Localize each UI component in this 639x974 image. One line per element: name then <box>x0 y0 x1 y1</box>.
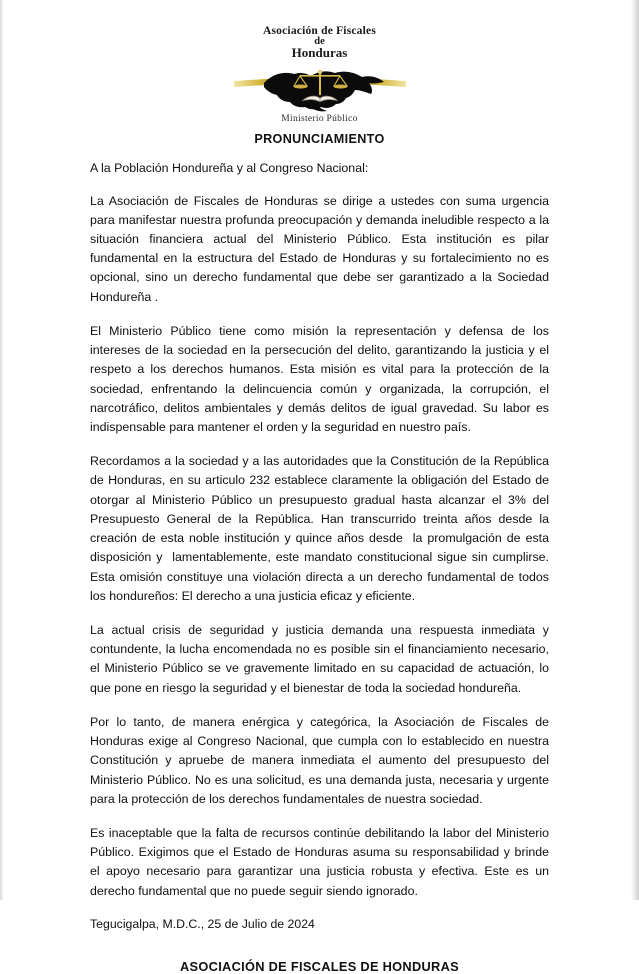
salutation: A la Población Hondureña y al Congreso Nacional: <box>90 161 369 175</box>
logo-title <box>230 26 410 60</box>
document-body <box>90 132 553 974</box>
signature-line: ASOCIACIÓN DE FISCALES DE HONDURAS <box>180 959 459 974</box>
paragraph-1: La Asociación de Fiscales de Honduras se dirige a ustedes con suma urgencia para manifestar nuestra profunda preocupación y demanda ineludible respecto a la situación financiera actual del Ministerio Público. Esta institución es pilar fundamental en la estructura del Estado de Honduras y su fortalecimiento no es opcional, sino un derecho fundamental que debe ser garantizado a la Sociedad Hondureña . <box>90 193 553 304</box>
logo-title-line3: Honduras <box>291 45 348 61</box>
paragraph-3: Recordamos a la sociedad y a las autoridades que la Constitución de la República de Honduras, en su articulo 232 establece claramente la obligación del Estado de otorgar al Ministerio Público un presupuesto gradual hasta alcanzar el 3% del Presupuesto General de la República. Han transcurrido treinta años desde la creación de esta noble institución y quince años desde la promulgación de esta disposición y lamentablemente, este mandato constitucional sigue sin cumplirse. Esta omisión constituye una violación directa a un derecho fundamental de todos los hondureños: El derecho a una justicia eficaz y eficiente. <box>90 454 553 603</box>
logo-title-line1: Asociación de Fiscales <box>263 25 376 37</box>
honduras-map-scales-of-justice-emblem <box>232 61 408 113</box>
honduras-map-silhouette <box>264 71 384 111</box>
paragraph-4: La actual crisis de seguridad y justicia demanda una respuesta inmediata y contundente, la lucha encomendada no es posible sin el financiamiento necesario, el Ministerio Público se ve gravemente limitado en su capacidad de actuación, lo que pone en riesgo la seguridad y el bienestar de toda la sociedad hondureña. <box>90 622 553 695</box>
organization-logo <box>230 26 410 124</box>
date-line: Tegucigalpa, M.D.C., 25 de Julio de 2024 <box>90 916 315 931</box>
logo-title-line2: de <box>314 35 325 47</box>
paragraph-5: Por lo tanto, de manera enérgica y categórica, la Asociación de Fiscales de Honduras exige al Congreso Nacional, que cumpla con lo establecido en nuestra Constitución y apruebe de manera inmediata el aumento del presupuesto del Ministerio Público. No es una solicitud, es una demanda justa, necesaria y urgente para la protección de los derechos fundamentales de nuestra sociedad. <box>90 714 553 806</box>
logo-subtitle: Ministerio Público <box>281 113 358 124</box>
page-title: PRONUNCIAMIENTO <box>254 132 385 146</box>
paragraph-6: Es inaceptable que la falta de recursos continúe debilitando la labor del Ministerio Público. Exigimos que el Estado de Honduras asuma su responsabilidad y brinde el apoyo necesario para garantizar una justicia robusta y efectiva. Este es un derecho fundamental que no puede seguir siendo ignorado. <box>90 825 553 898</box>
paragraph-2: El Ministerio Público tiene como misión la representación y defensa de los intereses de la sociedad en la persecución del delito, garantizando la justicia y el respeto a los derechos humanos. Esta misión es vital para la protección de la sociedad, enfrentando la delincuencia común y organizada, la corrupción, el narcotráfico, delitos ambientales y demás delitos de igual gravedad. Su labor es indispensable para mantener el orden y la seguridad en nuestro país. <box>90 323 553 435</box>
